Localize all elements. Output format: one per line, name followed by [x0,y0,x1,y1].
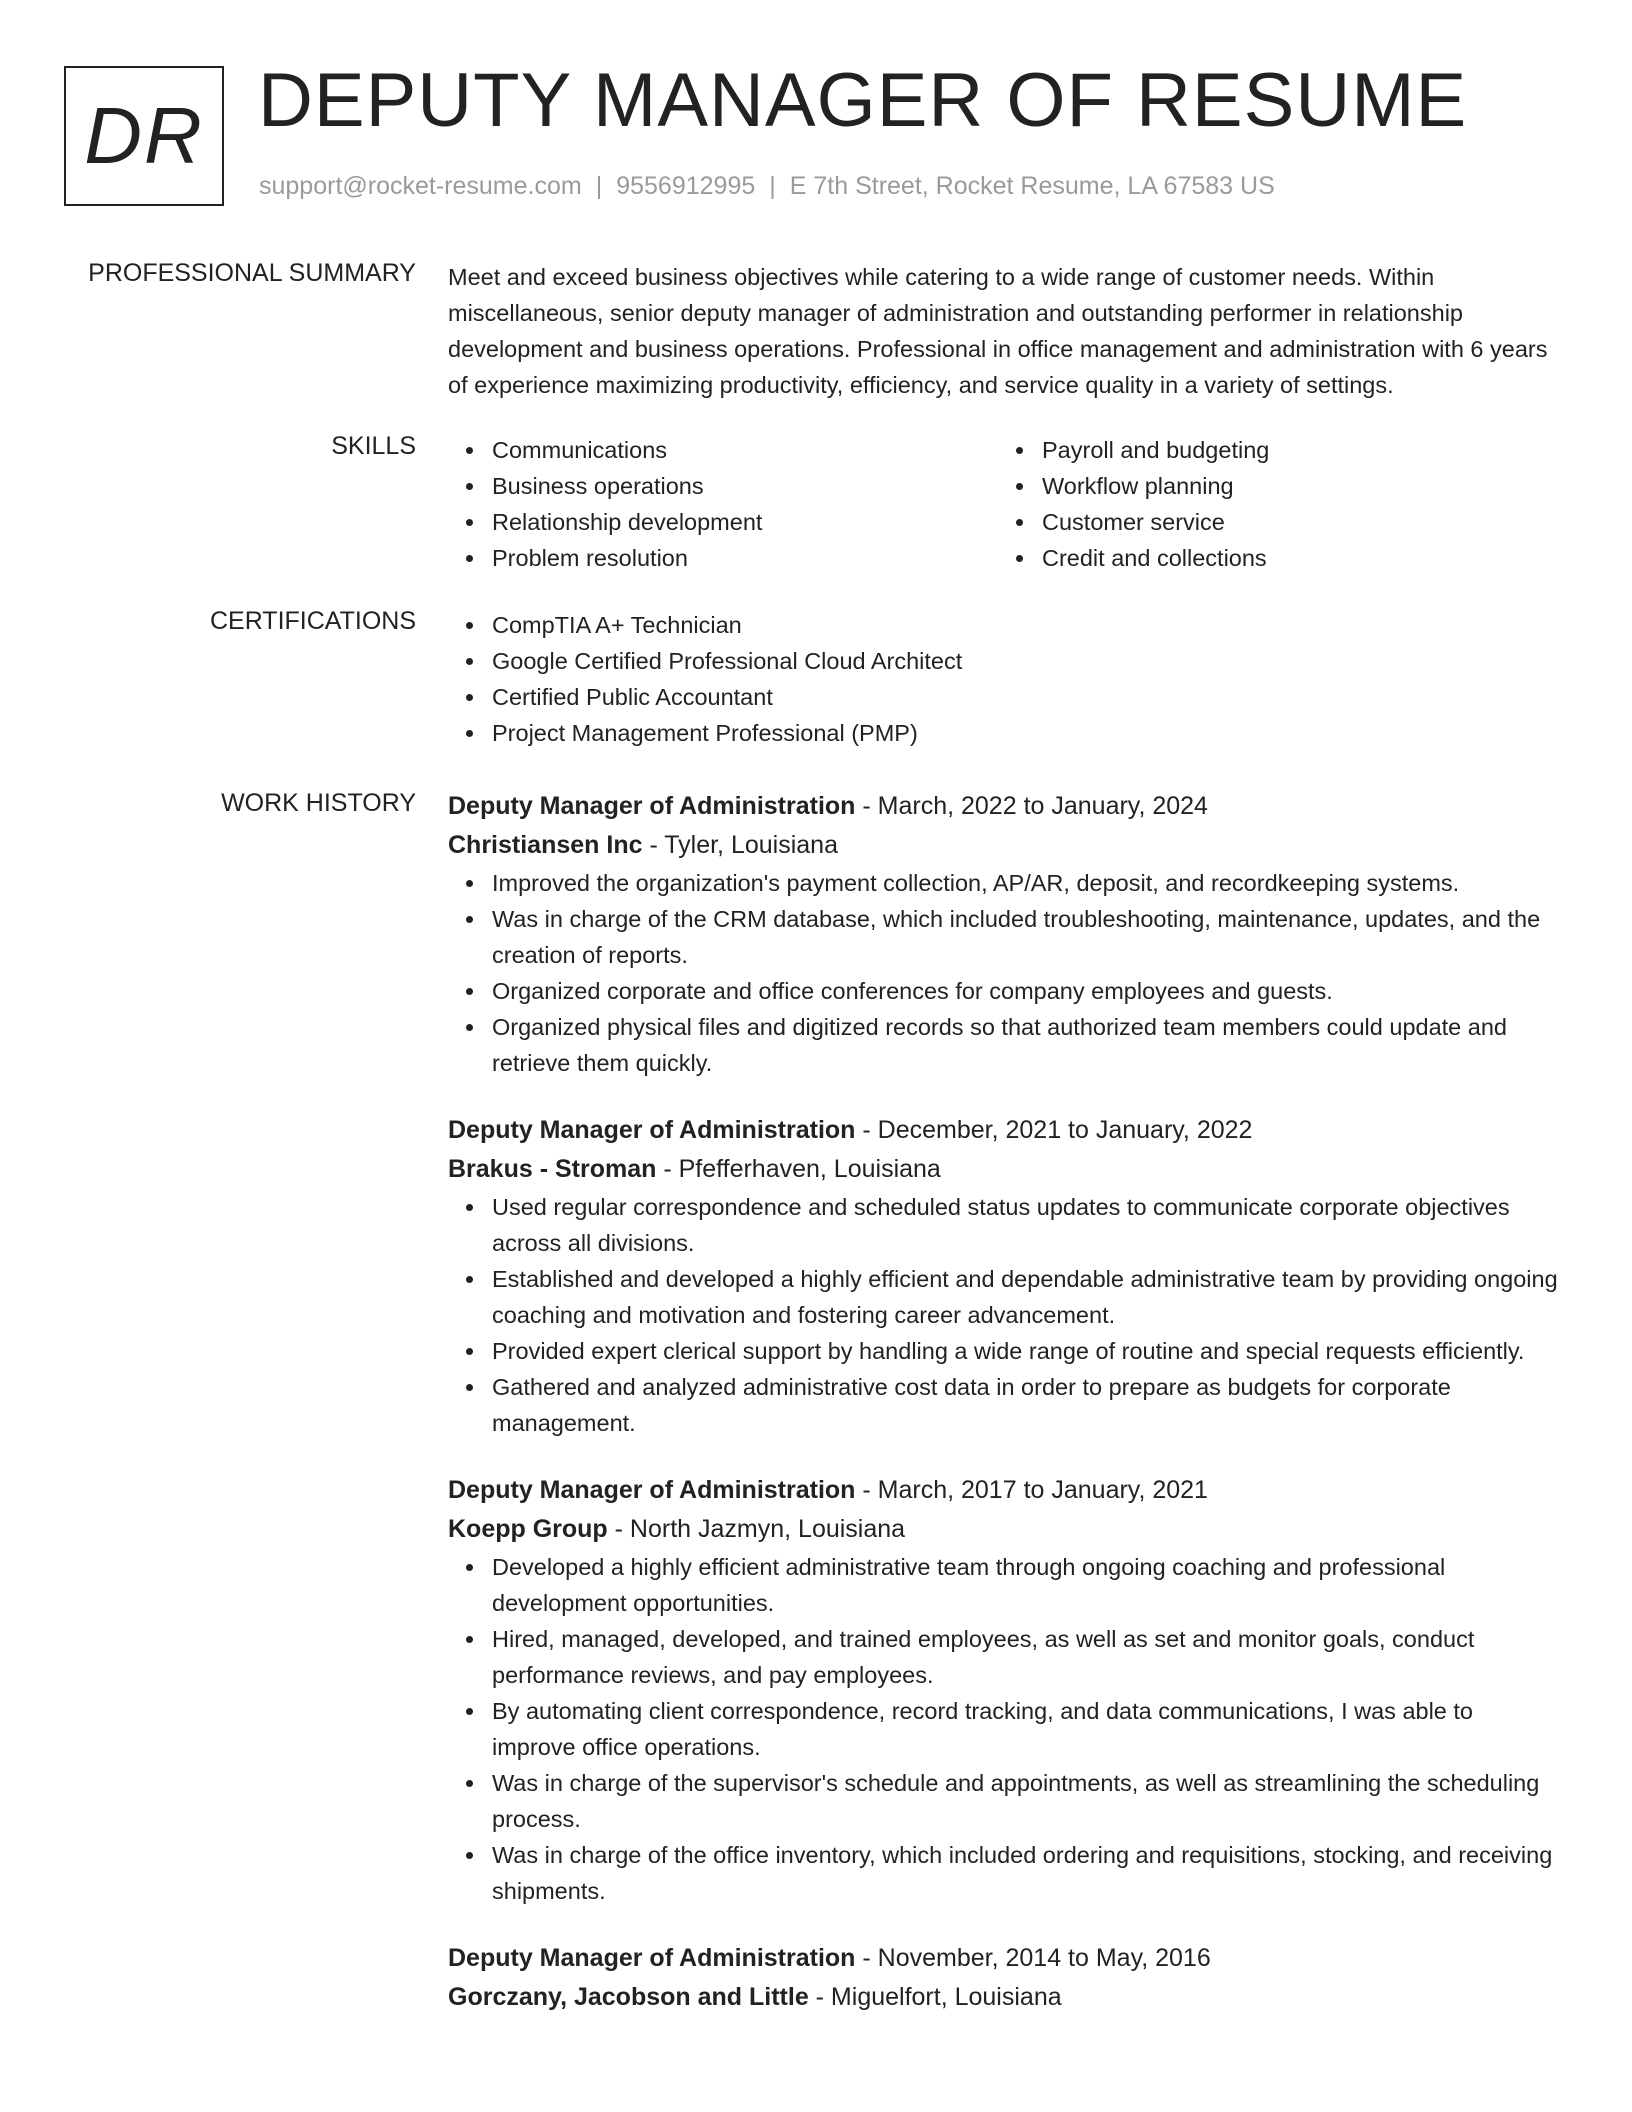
skill-item: Credit and collections [1042,540,1548,576]
job-bullet: Gathered and analyzed administrative cost data in order to prepare as budgets for corporate management. [492,1369,1560,1441]
job-company: Gorczany, Jacobson and Little [448,1983,809,2011]
job-company-line [448,825,1560,865]
summary-body [448,259,1560,403]
skill-item: Payroll and budgeting [1042,432,1548,468]
certification-item: Project Management Professional (PMP) [492,715,1560,751]
job-location: - Miguelfort, Louisiana [808,1983,1062,2011]
section-label-skills: SKILLS [331,432,416,460]
resume-name: DEPUTY MANAGER OF RESUME [258,58,1468,143]
job-location: - Tyler, Louisiana [642,831,838,859]
job-entry [448,1111,1560,1441]
job-title-line [448,787,1560,825]
job-bullet: Hired, managed, developed, and trained employees, as well as set and monitor goals, conduct performance reviews, and pay employees. [492,1621,1560,1693]
job-bullet: Developed a highly efficient administrative team through ongoing coaching and professional development opportunities. [492,1549,1560,1621]
skill-item: Customer service [1042,504,1548,540]
section-label-certifications: CERTIFICATIONS [209,607,416,635]
skills-body [448,432,1560,576]
job-bullet: Organized physical files and digitized records so that authorized team members could update and retrieve them quickly. [492,1009,1560,1081]
skill-item: Problem resolution [492,540,998,576]
job-dates: - March, 2017 to January, 2021 [855,1476,1208,1504]
certification-item: CompTIA A+ Technician [492,607,1560,643]
skill-item: Workflow planning [1042,468,1548,504]
job-title-line [448,1939,1560,1977]
summary-text: Meet and exceed business objectives while catering to a wide range of customer needs. Within miscellaneous, senior deputy manager of administration and outstanding performer in relationship development and business operations. Professional in office management and administration with 6 years of experience maximizing productivity, efficiency, and service quality in a variety of settings. [448,264,1548,398]
work-history-body [448,787,1560,2047]
job-bullet: Used regular correspondence and scheduled status updates to communicate corporate objectives across all divisions. [492,1189,1560,1261]
job-title: Deputy Manager of Administration [448,1944,856,1972]
job-location: - North Jazmyn, Louisiana [607,1515,906,1543]
monogram: DR [64,66,224,206]
job-dates: - March, 2022 to January, 2024 [855,792,1208,820]
job-company-line [448,1509,1560,1549]
job-bullet: Was in charge of the supervisor's schedule and appointments, as well as streamlining the scheduling process. [492,1765,1560,1837]
skill-item: Relationship development [492,504,998,540]
contact-address: E 7th Street, Rocket Resume, LA 67583 US [789,172,1275,200]
certifications-body [448,607,1560,751]
contact-phone[interactable]: 9556912995 [616,172,756,200]
job-bullet: Provided expert clerical support by handling a wide range of routine and special requests efficiently. [492,1333,1560,1369]
contact-email[interactable]: support@rocket-resume.com [259,172,582,200]
job-company: Brakus - Stroman [448,1155,657,1183]
job-dates: - November, 2014 to May, 2016 [855,1944,1211,1972]
job-bullet: Was in charge of the CRM database, which included troubleshooting, maintenance, updates, and the creation of reports. [492,901,1560,973]
job-title-line [448,1471,1560,1509]
certification-item: Google Certified Professional Cloud Architect [492,643,1560,679]
section-label-summary: PROFESSIONAL SUMMARY [88,259,416,287]
job-entry [448,1939,1560,2017]
job-entry [448,1471,1560,1909]
job-title: Deputy Manager of Administration [448,792,856,820]
job-company: Koepp Group [448,1515,608,1543]
contact-line [259,172,1275,201]
job-bullet: Organized corporate and office conferences for company employees and guests. [492,973,1560,1009]
job-dates: - December, 2021 to January, 2022 [855,1116,1253,1144]
job-title-line [448,1111,1560,1149]
job-bullet: Established and developed a highly efficient and dependable administrative team by providing ongoing coaching and motivation and fostering career advancement. [492,1261,1560,1333]
section-label-work-history: WORK HISTORY [221,789,416,817]
certification-item: Certified Public Accountant [492,679,1560,715]
job-bullet: Improved the organization's payment collection, AP/AR, deposit, and recordkeeping systems. [492,865,1560,901]
contact-separator: | [595,172,603,200]
contact-separator: | [769,172,776,200]
job-company: Christiansen Inc [448,831,643,859]
job-entry [448,787,1560,1081]
skill-item: Business operations [492,468,998,504]
job-title: Deputy Manager of Administration [448,1116,856,1144]
job-title: Deputy Manager of Administration [448,1476,856,1504]
skill-item: Communications [492,432,998,468]
skills-grid [448,432,1560,576]
job-location: - Pfefferhaven, Louisiana [656,1155,941,1183]
skills-column-1 [448,432,998,576]
job-company-line [448,1149,1560,1189]
job-company-line [448,1977,1560,2017]
skills-column-2 [998,432,1548,576]
job-bullet: By automating client correspondence, record tracking, and data communications, I was able to improve office operations. [492,1693,1560,1765]
job-bullet: Was in charge of the office inventory, which included ordering and requisitions, stocking, and receiving shipments. [492,1837,1560,1909]
